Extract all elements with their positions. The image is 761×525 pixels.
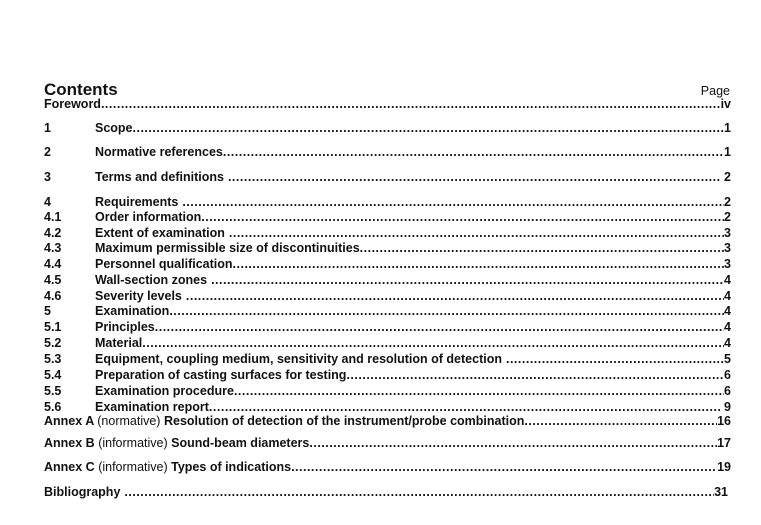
toc-entry-title: Severity levels	[95, 289, 182, 303]
toc-entry-title: Material	[95, 336, 143, 350]
toc-entry-title: Scope	[95, 121, 133, 135]
toc-leader-dots	[229, 226, 724, 241]
toc-entry-equipment[interactable]	[44, 352, 731, 367]
toc-entry-number: 5.2	[44, 336, 62, 350]
toc-entry-examination-report[interactable]	[44, 400, 731, 415]
toc-entry-number: 5.1	[44, 320, 62, 334]
annex-title: Sound-beam diameters	[171, 436, 310, 450]
toc-entry-page: 3	[724, 226, 731, 240]
toc-entry-number: 4.2	[44, 226, 62, 240]
toc-entry-wall-section-zones[interactable]	[44, 273, 731, 288]
toc-entry-title: Order information	[95, 210, 202, 224]
toc-entry-page: 31	[714, 485, 728, 499]
toc-entry-page: 3	[724, 241, 731, 255]
toc-leader-dots	[201, 210, 724, 225]
toc-entry-number: 1	[44, 121, 51, 135]
toc-entry-title: Foreword	[44, 97, 101, 111]
toc-leader-dots	[182, 195, 724, 210]
toc-entry-title: Terms and definitions	[95, 170, 224, 184]
toc-entry-personnel-qualification[interactable]	[44, 257, 731, 272]
contents-heading: Contents	[44, 80, 118, 99]
toc-entry-page: 4	[724, 304, 731, 318]
annex-type: (informative)	[98, 460, 168, 474]
toc-entry-examination-procedure[interactable]	[44, 384, 731, 399]
toc-entry-terms-and-definitions[interactable]	[44, 170, 731, 185]
toc-leader-dots	[155, 320, 724, 335]
toc-entry-title: Examination	[95, 304, 170, 318]
toc-entry-number: 5	[44, 304, 51, 318]
annex-title: Types of indications	[171, 460, 292, 474]
toc-entry-foreword[interactable]	[44, 97, 731, 112]
toc-leader-dots	[233, 257, 725, 272]
toc-entry-title: Extent of examination	[95, 226, 225, 240]
annex-type: (informative)	[98, 436, 168, 450]
toc-leader-dots	[211, 273, 724, 288]
toc-entry-title: Maximum permissible size of discontinuities	[95, 241, 360, 255]
annex-entry-title	[44, 414, 524, 429]
toc-entry-annex-a[interactable]	[44, 414, 731, 429]
toc-entry-page: iv	[720, 97, 731, 111]
toc-entry-title: Requirements	[95, 195, 179, 209]
toc-entry-scope[interactable]	[44, 121, 731, 136]
toc-leader-dots	[124, 485, 714, 500]
toc-entry-title: Normative references	[95, 145, 223, 159]
toc-entry-page: 17	[717, 436, 731, 450]
toc-entry-page: 2	[724, 210, 731, 224]
toc-entry-page: 6	[724, 368, 731, 382]
toc-entry-number: 4.5	[44, 273, 62, 287]
toc-entry-bibliography[interactable]	[44, 485, 728, 500]
toc-entry-page: 16	[717, 414, 731, 428]
toc-entry-page: 4	[724, 320, 731, 334]
toc-entry-number: 5.3	[44, 352, 62, 366]
toc-leader-dots	[142, 336, 724, 351]
annex-entry-title	[44, 460, 291, 475]
annex-label: Annex B	[44, 436, 95, 450]
toc-entry-title: Equipment, coupling medium, sensitivity and resolution of detection	[95, 352, 502, 366]
toc-entry-severity-levels[interactable]	[44, 289, 731, 304]
toc-entry-page: 5	[724, 352, 731, 366]
toc-leader-dots	[291, 460, 717, 475]
toc-entry-material[interactable]	[44, 336, 731, 351]
toc-entry-annex-b[interactable]	[44, 436, 731, 451]
toc-entry-title: Examination procedure	[95, 384, 234, 398]
toc-entry-number: 4.4	[44, 257, 62, 271]
toc-entry-page: 19	[717, 460, 731, 474]
toc-entry-title: Wall-section zones	[95, 273, 208, 287]
toc-leader-dots	[360, 241, 724, 256]
toc-entry-extent-of-examination[interactable]	[44, 226, 731, 241]
toc-entry-title: Principles	[95, 320, 155, 334]
toc-entry-title: Examination report	[95, 400, 209, 414]
toc-entry-preparation-of-casting[interactable]	[44, 368, 731, 383]
toc-entry-page: 2	[724, 195, 731, 209]
toc-entry-page: 4	[724, 289, 731, 303]
toc-entry-order-information[interactable]	[44, 210, 731, 225]
toc-leader-dots	[223, 145, 724, 160]
toc-entry-number: 5.4	[44, 368, 62, 382]
toc-entry-number: 2	[44, 145, 51, 159]
toc-leader-dots	[186, 289, 724, 304]
toc-leader-dots	[133, 121, 725, 136]
toc-entry-page: 1	[724, 121, 731, 135]
toc-entry-number: 4	[44, 195, 51, 209]
toc-leader-dots	[346, 368, 724, 383]
toc-entry-principles[interactable]	[44, 320, 731, 335]
toc-leader-dots	[524, 414, 717, 429]
toc-entry-page: 3	[724, 257, 731, 271]
toc-entry-number: 5.5	[44, 384, 62, 398]
toc-leader-dots	[101, 97, 721, 112]
toc-entry-title: Personnel qualification	[95, 257, 233, 271]
toc-leader-dots	[506, 352, 724, 367]
toc-entry-annex-c[interactable]	[44, 460, 731, 475]
toc-entry-maximum-permissible-size[interactable]	[44, 241, 731, 256]
toc-entry-title: Bibliography	[44, 485, 121, 499]
toc-entry-requirements[interactable]	[44, 195, 731, 210]
toc-entry-page: 6	[724, 384, 731, 398]
toc-entry-normative-references[interactable]	[44, 145, 731, 160]
toc-leader-dots	[209, 400, 720, 415]
toc-entry-page: 4	[724, 336, 731, 350]
toc-entry-number: 4.3	[44, 241, 62, 255]
toc-entry-number: 4.6	[44, 289, 62, 303]
toc-entry-examination[interactable]	[44, 304, 731, 319]
annex-type: (normative)	[97, 414, 161, 428]
toc-entry-number: 4.1	[44, 210, 62, 224]
toc-entry-page: 9	[724, 400, 731, 414]
toc-leader-dots	[234, 384, 724, 399]
page-column-label: Page	[700, 84, 730, 98]
toc-entry-page: 2	[724, 170, 731, 184]
annex-title: Resolution of detection of the instrument/probe combination	[163, 414, 525, 428]
toc-leader-dots	[228, 170, 720, 185]
toc-entry-number: 3	[44, 170, 51, 184]
toc-leader-dots	[169, 304, 724, 319]
toc-entry-page: 1	[724, 145, 731, 159]
annex-label: Annex A	[44, 414, 94, 428]
toc-leader-dots	[309, 436, 717, 451]
toc-entry-number: 5.6	[44, 400, 62, 414]
annex-label: Annex C	[44, 460, 95, 474]
annex-entry-title	[44, 436, 309, 451]
toc-entry-title: Preparation of casting surfaces for testing	[95, 368, 347, 382]
toc-entry-page: 4	[724, 273, 731, 287]
